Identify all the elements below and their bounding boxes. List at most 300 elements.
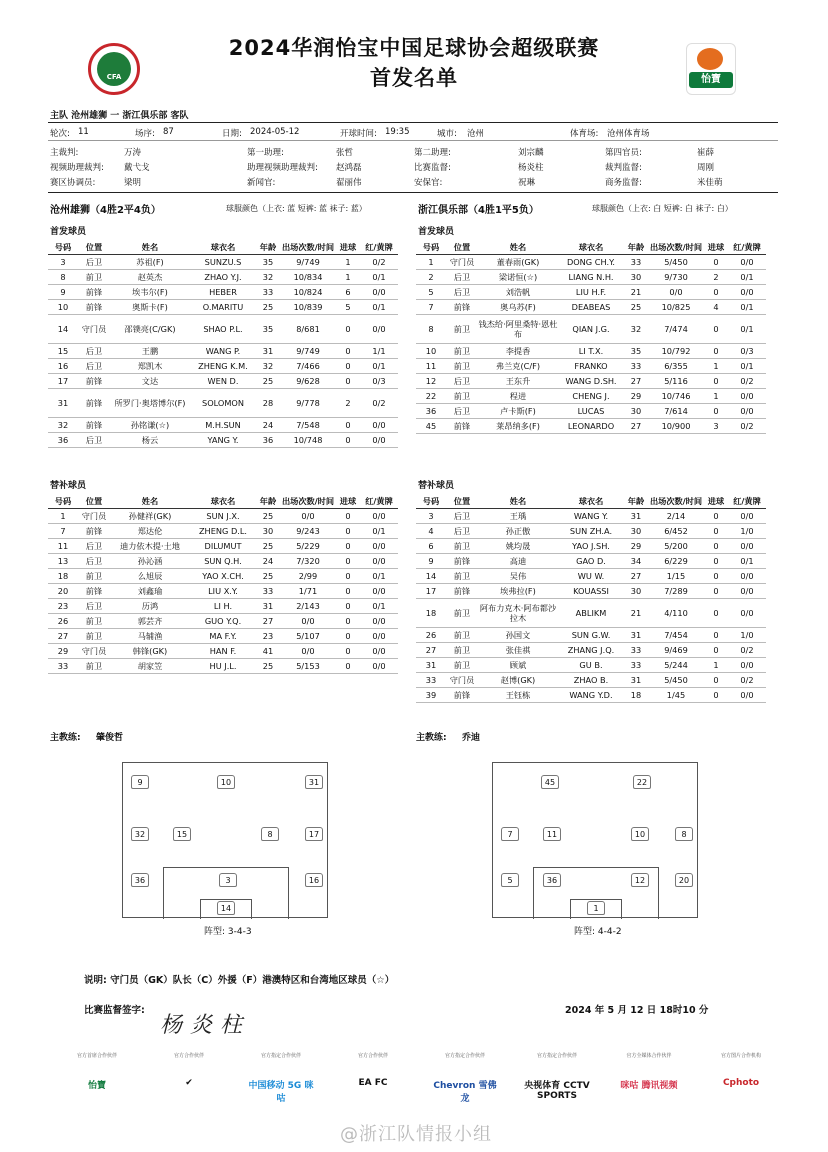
column-header: 姓名 (110, 494, 190, 509)
player-cell: 前卫 (78, 614, 110, 629)
player-cell: 刘浩帆 (478, 285, 558, 300)
player-cell: 0/2 (728, 673, 766, 688)
player-cell: 24 (256, 554, 280, 569)
player-cell: HEBER (190, 285, 256, 300)
away-team-name: 浙江俱乐部（4胜1平5负） (418, 205, 539, 216)
official-name: 万涛 (124, 148, 142, 158)
column-header: 球衣名 (558, 494, 624, 509)
player-cell: 7 (48, 524, 78, 539)
player-cell: 0 (336, 644, 360, 659)
player-row (416, 569, 766, 584)
player-cell: CHENG J. (558, 389, 624, 404)
player-cell: 29 (624, 389, 648, 404)
player-cell: 35 (624, 344, 648, 359)
player-cell: 0 (336, 433, 360, 448)
player-cell: 0/3 (360, 374, 398, 389)
player-cell: 33 (624, 658, 648, 673)
player-shirt-icon: 8 (675, 827, 693, 841)
player-shirt-icon: 7 (501, 827, 519, 841)
column-header: 年龄 (624, 494, 648, 509)
player-cell: 前锋 (78, 300, 110, 315)
player-cell: 5/153 (280, 659, 336, 674)
player-cell: 14 (48, 315, 78, 344)
home-formation: 阵型: 3-4-3 (204, 927, 252, 937)
player-cell: 1 (48, 509, 78, 524)
player-cell: GAO D. (558, 554, 624, 569)
player-cell: SUN G.W. (558, 628, 624, 643)
player-cell: 10/839 (280, 300, 336, 315)
player-row (416, 509, 766, 524)
player-cell: LIANG N.H. (558, 270, 624, 285)
player-cell: 孙铭谦(☆) (110, 418, 190, 433)
player-cell: 7/614 (648, 404, 704, 419)
player-shirt-icon: 31 (305, 775, 323, 789)
player-cell: ZHAO B. (558, 673, 624, 688)
player-row (48, 270, 398, 285)
player-cell: 0 (704, 569, 728, 584)
player-cell: 后卫 (78, 344, 110, 359)
player-cell: 7/466 (280, 359, 336, 374)
player-cell: 4 (704, 300, 728, 315)
player-row (416, 643, 766, 658)
player-cell: 前卫 (446, 569, 478, 584)
player-row (416, 539, 766, 554)
player-cell: 5/229 (280, 539, 336, 554)
player-cell: 10/746 (648, 389, 704, 404)
sponsor-logo: 怡寶 (87, 1081, 106, 1091)
player-cell: 26 (416, 628, 446, 643)
official-role: 安保官: (414, 178, 443, 188)
sponsor-label: 官方指定合作伙伴 (444, 1053, 485, 1059)
column-header: 红/黄牌 (360, 240, 398, 255)
player-row (48, 255, 398, 270)
player-cell: 奥乌苏(F) (478, 300, 558, 315)
player-cell: HU J.L. (190, 659, 256, 674)
player-cell: 前卫 (446, 344, 478, 359)
player-cell: 0/1 (360, 270, 398, 285)
column-header: 位置 (78, 240, 110, 255)
player-cell: 0/1 (728, 300, 766, 315)
player-cell: 9 (48, 285, 78, 300)
player-cell: 后卫 (446, 524, 478, 539)
player-cell: 前卫 (446, 599, 478, 628)
player-cell: 后卫 (446, 270, 478, 285)
player-cell: 苏祖(F) (110, 255, 190, 270)
player-cell: 6/355 (648, 359, 704, 374)
watermark: @浙江队情报小组 (340, 1124, 492, 1145)
official-role: 第一助理: (247, 148, 284, 158)
player-cell: 0/1 (728, 554, 766, 569)
player-cell: GU B. (558, 658, 624, 673)
player-row (416, 599, 766, 628)
player-row (416, 300, 766, 315)
player-cell: 1/15 (648, 569, 704, 584)
player-cell: 33 (48, 659, 78, 674)
player-cell: 41 (256, 644, 280, 659)
player-cell: 前卫 (78, 270, 110, 285)
player-shirt-icon: 9 (131, 775, 149, 789)
player-cell: 孙国文 (478, 628, 558, 643)
player-shirt-icon: 20 (675, 873, 693, 887)
column-header: 进球 (704, 240, 728, 255)
player-cell: 31 (416, 658, 446, 673)
player-cell: YAO X.CH. (190, 569, 256, 584)
player-shirt-icon: 11 (543, 827, 561, 841)
player-cell: 顾斌 (478, 658, 558, 673)
player-cell: 李提香 (478, 344, 558, 359)
player-cell: 25 (256, 659, 280, 674)
player-cell: 5/107 (280, 629, 336, 644)
player-cell: 4 (416, 524, 446, 539)
official-name: 崔薛 (697, 148, 715, 158)
player-cell: 25 (256, 509, 280, 524)
player-cell: 0 (336, 614, 360, 629)
player-cell: 0/0 (280, 509, 336, 524)
round-value: 11 (78, 127, 89, 137)
player-cell: 0 (336, 554, 360, 569)
player-cell: 29 (624, 539, 648, 554)
column-header: 年龄 (256, 240, 280, 255)
player-cell: 1 (704, 658, 728, 673)
player-cell: 迪力依木提·土地 (110, 539, 190, 554)
player-cell: 0 (704, 599, 728, 628)
player-cell: 0/1 (360, 300, 398, 315)
stadium-label: 体育场: (570, 129, 599, 139)
home-starters-table (48, 240, 398, 448)
player-row (48, 539, 398, 554)
away-kit: 球服颜色（上衣: 白 短裤: 白 袜子: 白） (592, 204, 733, 213)
official-role: 第四官员: (605, 148, 642, 158)
player-row (416, 419, 766, 434)
player-row (48, 569, 398, 584)
player-row (416, 315, 766, 344)
column-header: 出场次数/时间 (280, 494, 336, 509)
player-row (48, 554, 398, 569)
player-cell: 7/320 (280, 554, 336, 569)
player-cell: ZHENG K.M. (190, 359, 256, 374)
player-cell: 杨云 (110, 433, 190, 448)
csl-logo: 怡寶 (686, 43, 736, 95)
date-label: 日期: (222, 129, 242, 139)
player-cell: 3 (48, 255, 78, 270)
player-cell: 31 (48, 389, 78, 418)
player-row (416, 344, 766, 359)
sponsor-label: 官方合作伙伴 (357, 1053, 388, 1059)
player-cell: 0 (704, 344, 728, 359)
official-role: 视频助理裁判: (50, 163, 104, 173)
player-cell: MA F.Y. (190, 629, 256, 644)
player-cell: 2/99 (280, 569, 336, 584)
player-cell: 0/0 (728, 285, 766, 300)
player-cell: 9 (416, 554, 446, 569)
player-cell: 前锋 (446, 584, 478, 599)
column-header: 位置 (78, 494, 110, 509)
player-cell: 6 (336, 285, 360, 300)
sign-datetime: 2024 年 5 月 12 日 18时10 分 (565, 1005, 709, 1016)
player-cell: 梁诺恒(☆) (478, 270, 558, 285)
player-cell: 1 (336, 255, 360, 270)
player-cell: 1 (704, 389, 728, 404)
player-cell: 前卫 (446, 539, 478, 554)
sponsor-label: 官方指定合作伙伴 (260, 1053, 301, 1059)
match-teams-line: 主队 沧州雄狮 一 浙江俱乐部 客队 (50, 111, 189, 121)
home-coach-label: 主教练: (50, 733, 81, 743)
stadium-value: 沧州体育场 (607, 129, 650, 139)
player-cell: 1/0 (728, 628, 766, 643)
player-cell: 5 (336, 300, 360, 315)
player-cell: YANG Y. (190, 433, 256, 448)
player-cell: 0 (704, 404, 728, 419)
player-cell: 0/1 (360, 359, 398, 374)
player-cell: 奥斯卡(F) (110, 300, 190, 315)
player-cell: 前卫 (78, 569, 110, 584)
player-cell: 18 (624, 688, 648, 703)
player-cell: 25 (256, 300, 280, 315)
player-cell: 45 (416, 419, 446, 434)
official-role: 新闻官: (247, 178, 276, 188)
player-cell: 0/0 (728, 658, 766, 673)
player-cell: 25 (624, 300, 648, 315)
player-cell: 姚均晟 (478, 539, 558, 554)
player-cell: 前卫 (446, 359, 478, 374)
round-label: 轮次: (50, 129, 70, 139)
player-row (48, 344, 398, 359)
player-cell: 0 (704, 688, 728, 703)
player-cell: 32 (48, 418, 78, 433)
player-cell: 20 (48, 584, 78, 599)
official-role: 主裁判: (50, 148, 79, 158)
player-cell: 0/0 (360, 418, 398, 433)
player-cell: 31 (256, 344, 280, 359)
player-cell: 0 (336, 659, 360, 674)
player-cell: 5/450 (648, 673, 704, 688)
player-cell: 27 (624, 569, 648, 584)
player-cell: 33 (416, 673, 446, 688)
player-cell: 1 (336, 270, 360, 285)
player-cell: DEABEAS (558, 300, 624, 315)
official-name: 刘宗麟 (518, 148, 544, 158)
player-cell: 0/2 (360, 389, 398, 418)
player-row (416, 255, 766, 270)
sponsor-label: 官方图片合作机构 (720, 1053, 761, 1059)
player-cell: LI H. (190, 599, 256, 614)
player-shirt-icon: 22 (633, 775, 651, 789)
player-shirt-icon: 8 (261, 827, 279, 841)
player-cell: 0 (704, 315, 728, 344)
column-header: 红/黄牌 (728, 240, 766, 255)
player-cell: 2 (704, 270, 728, 285)
player-cell: ZHANG J.Q. (558, 643, 624, 658)
player-cell: 么旭辰 (110, 569, 190, 584)
player-cell: 前锋 (78, 584, 110, 599)
sponsor-logo: 中国移动 5G 咪咕 (248, 1081, 314, 1104)
player-cell: WANG D.SH. (558, 374, 624, 389)
player-cell: 22 (416, 389, 446, 404)
player-cell: 9/469 (648, 643, 704, 658)
player-cell: 27 (256, 614, 280, 629)
signature: 杨炎柱 (160, 1013, 251, 1038)
player-cell: DONG CH.Y. (558, 255, 624, 270)
player-cell: 0/0 (728, 599, 766, 628)
player-cell: 0 (704, 584, 728, 599)
player-cell: 10/834 (280, 270, 336, 285)
player-cell: 赵英杰 (110, 270, 190, 285)
player-cell: 后卫 (446, 404, 478, 419)
official-role: 比赛监督: (414, 163, 451, 173)
player-cell: LEONARDO (558, 419, 624, 434)
player-row (416, 374, 766, 389)
player-row (48, 524, 398, 539)
column-header: 红/黄牌 (728, 494, 766, 509)
player-cell: 0/0 (360, 509, 398, 524)
player-shirt-icon: 15 (173, 827, 191, 841)
player-cell: SOLOMON (190, 389, 256, 418)
player-cell: 2/143 (280, 599, 336, 614)
official-name: 梁明 (124, 178, 142, 188)
player-cell: 10/900 (648, 419, 704, 434)
player-cell: 前锋 (78, 418, 110, 433)
player-cell: SUN J.X. (190, 509, 256, 524)
official-role: 商务监督: (605, 178, 642, 188)
player-cell: 0/3 (728, 344, 766, 359)
player-cell: 5 (416, 285, 446, 300)
player-cell: 0 (704, 554, 728, 569)
city-value: 沧州 (467, 129, 485, 139)
player-cell: 11 (48, 539, 78, 554)
official-role: 助理视频助理裁判: (247, 163, 318, 173)
player-cell: 25 (256, 374, 280, 389)
player-row (48, 509, 398, 524)
home-team-name: 沧州雄狮（4胜2平4负） (50, 205, 161, 216)
player-cell: 后卫 (78, 255, 110, 270)
player-cell: 33 (624, 255, 648, 270)
player-row (48, 389, 398, 418)
page-title: 2024华润怡宝中国足球协会超级联赛 (228, 36, 600, 60)
player-cell: 前卫 (446, 628, 478, 643)
player-cell: HAN F. (190, 644, 256, 659)
player-cell: 吴伟 (478, 569, 558, 584)
player-cell: 3 (416, 509, 446, 524)
player-cell: 9/628 (280, 374, 336, 389)
player-cell: 7/454 (648, 628, 704, 643)
player-cell: YAO J.SH. (558, 539, 624, 554)
away-formation: 阵型: 4-4-2 (574, 927, 622, 937)
player-cell: 守门员 (78, 644, 110, 659)
sponsor-logo: EA FC (358, 1078, 388, 1088)
player-cell: 36 (416, 404, 446, 419)
away-coach-label: 主教练: (416, 733, 447, 743)
player-cell: 0 (704, 643, 728, 658)
divider (48, 192, 778, 193)
player-row (48, 374, 398, 389)
player-cell: SUN Q.H. (190, 554, 256, 569)
official-name: 张哲 (336, 148, 354, 158)
player-cell: 7 (416, 300, 446, 315)
away-starters-table (416, 240, 766, 434)
player-cell: 0/0 (360, 644, 398, 659)
column-header: 进球 (336, 494, 360, 509)
kickoff-value: 19:35 (385, 127, 410, 137)
player-cell: 10 (416, 344, 446, 359)
player-cell: 0 (336, 629, 360, 644)
player-cell: 0 (704, 255, 728, 270)
player-cell: 前卫 (78, 659, 110, 674)
player-cell: 32 (256, 270, 280, 285)
player-cell: 0 (336, 584, 360, 599)
player-cell: 郭芸齐 (110, 614, 190, 629)
player-cell: 9/749 (280, 344, 336, 359)
column-header: 位置 (446, 494, 478, 509)
matchno-label: 场序: (135, 129, 155, 139)
sponsor-label: 官方全媒体合作伙伴 (626, 1053, 672, 1059)
player-cell: 前锋 (78, 524, 110, 539)
sponsor-label: 官方合作伙伴 (173, 1053, 204, 1059)
player-cell: WANG Y.D. (558, 688, 624, 703)
player-cell: SUN ZH.A. (558, 524, 624, 539)
player-shirt-icon: 14 (217, 901, 235, 915)
player-cell: 0 (704, 524, 728, 539)
player-cell: 9/778 (280, 389, 336, 418)
player-cell: 前卫 (446, 389, 478, 404)
official-role: 第二助理: (414, 148, 451, 158)
date-value: 2024-05-12 (250, 127, 300, 137)
player-cell: 守门员 (446, 255, 478, 270)
player-cell: 17 (48, 374, 78, 389)
sponsor-logo: 央视体育 CCTV SPORTS (524, 1081, 590, 1101)
player-cell: 弗兰克(C/F) (478, 359, 558, 374)
player-cell: 21 (624, 285, 648, 300)
divider (48, 140, 778, 141)
player-cell: 33 (256, 584, 280, 599)
column-header: 出场次数/时间 (648, 494, 704, 509)
player-row (48, 418, 398, 433)
player-cell: 6/229 (648, 554, 704, 569)
player-cell: 13 (48, 554, 78, 569)
sponsor-logo: ✔ (185, 1078, 193, 1088)
player-shirt-icon: 1 (587, 901, 605, 915)
player-shirt-icon: 10 (631, 827, 649, 841)
player-cell: FRANKO (558, 359, 624, 374)
player-cell: 0 (336, 374, 360, 389)
player-cell: 30 (624, 524, 648, 539)
sponsor-logo: Cphoto (722, 1078, 760, 1088)
player-cell: 12 (416, 374, 446, 389)
player-cell: 高迪 (478, 554, 558, 569)
player-cell: 埃韦尔(F) (110, 285, 190, 300)
player-cell: 后卫 (446, 285, 478, 300)
player-row (48, 629, 398, 644)
player-row (48, 584, 398, 599)
player-cell: 0 (336, 509, 360, 524)
column-header: 姓名 (478, 494, 558, 509)
player-cell: 0/0 (360, 539, 398, 554)
away-starters-label: 首发球员 (418, 227, 455, 237)
player-shirt-icon: 16 (305, 873, 323, 887)
player-cell: 前卫 (446, 643, 478, 658)
player-cell: 36 (256, 433, 280, 448)
player-cell: 前锋 (446, 419, 478, 434)
player-cell: 守门员 (78, 315, 110, 344)
player-cell: 董春雨(GK) (478, 255, 558, 270)
player-cell: 23 (48, 599, 78, 614)
home-subs-label: 替补球员 (50, 481, 87, 491)
player-cell: 后卫 (78, 433, 110, 448)
column-header: 球衣名 (190, 240, 256, 255)
player-cell: 所罗门·奥塔博尔(F) (110, 389, 190, 418)
official-role: 赛区协调员: (50, 178, 96, 188)
player-cell: 27 (416, 643, 446, 658)
player-cell: 前锋 (78, 285, 110, 300)
